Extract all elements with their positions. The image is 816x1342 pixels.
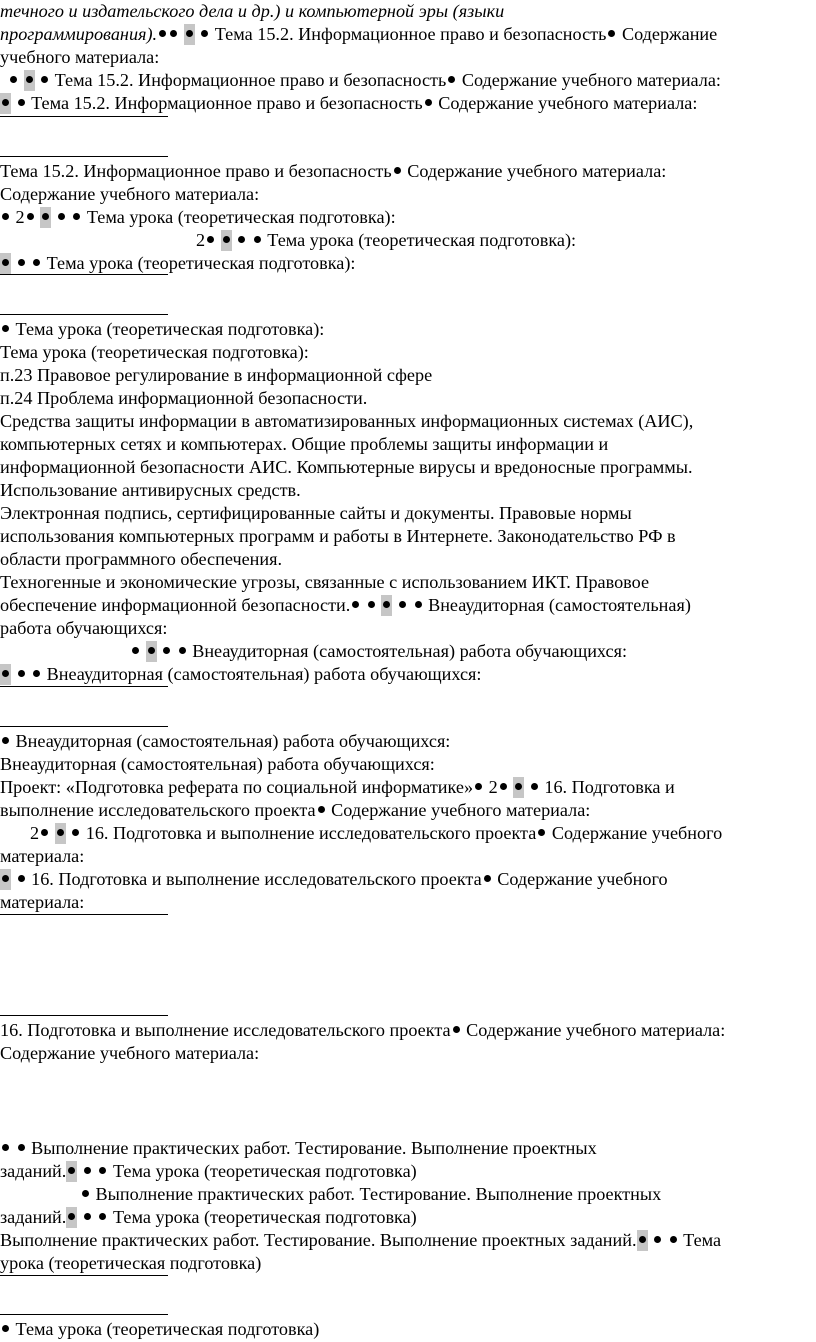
text-line: заданий. Тема урока (теоретическая подготовка) <box>0 1207 417 1227</box>
text-line: использования компьютерных программ и работы в Интернете. Законодательство РФ в <box>0 526 676 546</box>
bullet-icon <box>42 213 49 220</box>
bullet-icon <box>73 213 80 220</box>
text-line: 2 16. Подготовка и выполнение исследовательского проекта Содержание учебного <box>30 823 723 843</box>
text-line: 2 Тема урока (теоретическая подготовка): <box>0 206 396 230</box>
bullet-icon <box>27 213 34 220</box>
highlight <box>66 1161 77 1182</box>
bullet-icon <box>179 647 186 654</box>
footnote-rule <box>0 314 168 315</box>
bullet-icon <box>670 1236 677 1243</box>
text-line: 16. Подготовка и выполнение исследовательского проекта Содержание учебного <box>0 868 668 892</box>
text-line: работа обучающихся: <box>0 618 168 638</box>
text-line: Использование антивирусных средств. <box>0 480 301 500</box>
bullet-icon <box>10 76 17 83</box>
bullet-icon <box>84 1213 91 1220</box>
bullet-icon <box>2 1144 9 1151</box>
highlight <box>66 1207 77 1228</box>
bullet-icon <box>57 829 64 836</box>
footnote-rule <box>0 686 168 687</box>
highlight <box>55 823 66 844</box>
bullet-icon <box>425 99 432 106</box>
text-line: Техногенные и экономические угрозы, связанные с использованием ИКТ. Правовое <box>0 572 650 592</box>
bullet-icon <box>18 99 25 106</box>
bullet-icon <box>500 783 507 790</box>
bullet-icon <box>2 737 9 744</box>
bullet-icon <box>318 806 325 813</box>
text-line: п.23 Правовое регулирование в информационной сфере <box>0 365 433 385</box>
bullet-icon <box>383 601 390 608</box>
text-line: п.24 Проблема информационной безопасности. <box>0 388 368 408</box>
text-line: 2 Тема урока (теоретическая подготовка): <box>196 230 577 250</box>
text-line: 16. Подготовка и выполнение исследовательского проекта Содержание учебного материала: <box>0 1020 726 1040</box>
bullet-icon <box>18 1144 25 1151</box>
text-line: компьютерных сетях и компьютерах. Общие проблемы защиты информации и <box>0 434 609 454</box>
text-line: учебного материала: <box>0 47 160 67</box>
text-line: Тема 15.2. Информационное право и безопасность Содержание учебного материала: <box>0 161 667 181</box>
text-line: области программного обеспечения. <box>0 549 283 569</box>
highlight <box>513 777 524 798</box>
text-line: Тема урока (теоретическая подготовка): <box>0 342 309 362</box>
text-line: программирования). Тема 15.2. Информационное право и безопасность Содержание <box>0 24 718 44</box>
text-line: информационной безопасности АИС. Компьютерные вирусы и вредоносные программы. <box>0 457 693 477</box>
bullet-icon <box>72 829 79 836</box>
bullet-icon <box>2 1325 9 1332</box>
highlight <box>637 1230 648 1251</box>
bullet-icon <box>2 875 9 882</box>
text-line: Тема урока (теоретическая подготовка): <box>0 252 355 276</box>
text-line: Средства защиты информации в автоматизированных информационных системах (АИС), <box>0 411 694 431</box>
highlight <box>0 253 11 274</box>
bullet-icon <box>26 76 33 83</box>
bullet-icon <box>132 647 139 654</box>
bullet-icon <box>475 783 482 790</box>
footnote-rule <box>0 116 168 117</box>
text-line: Содержание учебного материала: <box>0 1043 260 1063</box>
bullet-icon <box>453 1026 460 1033</box>
highlight <box>40 207 51 228</box>
footnote-rule <box>0 914 168 915</box>
bullet-icon <box>2 213 9 220</box>
highlight <box>146 641 157 662</box>
footnote-rule <box>0 726 168 727</box>
bullet-icon <box>238 236 245 243</box>
bullet-icon <box>352 601 359 608</box>
highlight <box>221 230 232 251</box>
text-line: Выполнение практических работ. Тестирование. Выполнение проектных <box>80 1183 661 1207</box>
bullet-icon <box>207 236 214 243</box>
bullet-icon <box>82 1190 89 1197</box>
bullet-icon <box>484 875 491 882</box>
bullet-icon <box>84 1167 91 1174</box>
highlight <box>24 70 35 91</box>
text-line: обеспечение информационной безопасности. Внеаудиторная (самостоятельная) <box>0 595 691 615</box>
footnote-rule <box>0 1015 168 1016</box>
highlight <box>0 869 11 890</box>
bullet-icon <box>2 259 9 266</box>
bullet-icon <box>186 30 193 37</box>
bullet-icon <box>41 829 48 836</box>
bullet-icon <box>608 30 615 37</box>
bullet-icon <box>223 236 230 243</box>
text-line: Тема 15.2. Информационное право и безопасность Содержание учебного материала: <box>8 69 721 93</box>
text-line: Содержание учебного материала: <box>0 184 260 204</box>
bullet-icon <box>99 1167 106 1174</box>
bullet-icon <box>2 325 9 332</box>
bullet-icon <box>170 30 177 37</box>
bullet-icon <box>531 783 538 790</box>
footnote-rule <box>0 156 168 157</box>
bullet-icon <box>254 236 261 243</box>
text-line: материала: <box>0 892 85 912</box>
bullet-icon <box>368 601 375 608</box>
text-line: Выполнение практических работ. Тестирование. Выполнение проектных заданий. Тема <box>0 1230 722 1250</box>
bullet-icon <box>68 1213 75 1220</box>
text-line: выполнение исследовательского проекта Содержание учебного материала: <box>0 800 591 820</box>
bullet-icon <box>159 30 166 37</box>
text-line: Внеаудиторная (самостоятельная) работа обучающихся: <box>0 754 435 774</box>
bullet-icon <box>399 601 406 608</box>
bullet-icon <box>33 259 40 266</box>
highlight <box>184 24 195 45</box>
bullet-icon <box>18 875 25 882</box>
bullet-icon <box>394 167 401 174</box>
footnote-rule <box>0 274 168 275</box>
bullet-icon <box>68 1167 75 1174</box>
text-line: Тема урока (теоретическая подготовка): <box>0 318 324 342</box>
text-line: течного и издательского дела и др.) и компьютерной эры (языки <box>0 1 505 21</box>
bullet-icon <box>2 99 9 106</box>
text-line: материала: <box>0 846 85 866</box>
bullet-icon <box>538 829 545 836</box>
highlight <box>381 595 392 616</box>
bullet-icon <box>639 1236 646 1243</box>
bullet-icon <box>148 647 155 654</box>
text-line: урока (теоретическая подготовка) <box>0 1253 262 1273</box>
bullet-icon <box>18 670 25 677</box>
highlight <box>0 664 11 685</box>
footnote-rule <box>0 1275 168 1276</box>
footnote-rule <box>0 1314 168 1315</box>
text-line: Внеаудиторная (самостоятельная) работа обучающихся: <box>0 730 450 754</box>
text-line: Внеаудиторная (самостоятельная) работа обучающихся: <box>130 640 627 664</box>
text-line: Внеаудиторная (самостоятельная) работа обучающихся: <box>0 663 481 687</box>
bullet-icon <box>201 30 208 37</box>
bullet-icon <box>415 601 422 608</box>
highlight <box>0 93 11 114</box>
text-line: Выполнение практических работ. Тестирование. Выполнение проектных <box>0 1137 597 1161</box>
bullet-icon <box>18 259 25 266</box>
text-line: Тема урока (теоретическая подготовка) <box>0 1318 319 1342</box>
bullet-icon <box>33 670 40 677</box>
bullet-icon <box>515 783 522 790</box>
bullet-icon <box>163 647 170 654</box>
text-line: заданий. Тема урока (теоретическая подготовка) <box>0 1161 417 1181</box>
bullet-icon <box>41 76 48 83</box>
text-line: Электронная подпись, сертифицированные сайты и документы. Правовые нормы <box>0 503 632 523</box>
bullet-icon <box>448 76 455 83</box>
bullet-icon <box>99 1213 106 1220</box>
text-line: Тема 15.2. Информационное право и безопасность Содержание учебного материала: <box>0 92 697 116</box>
bullet-icon <box>2 670 9 677</box>
bullet-icon <box>654 1236 661 1243</box>
text-line: Проект: «Подготовка реферата по социальной информатике» 2 16. Подготовка и <box>0 777 675 797</box>
bullet-icon <box>58 213 65 220</box>
